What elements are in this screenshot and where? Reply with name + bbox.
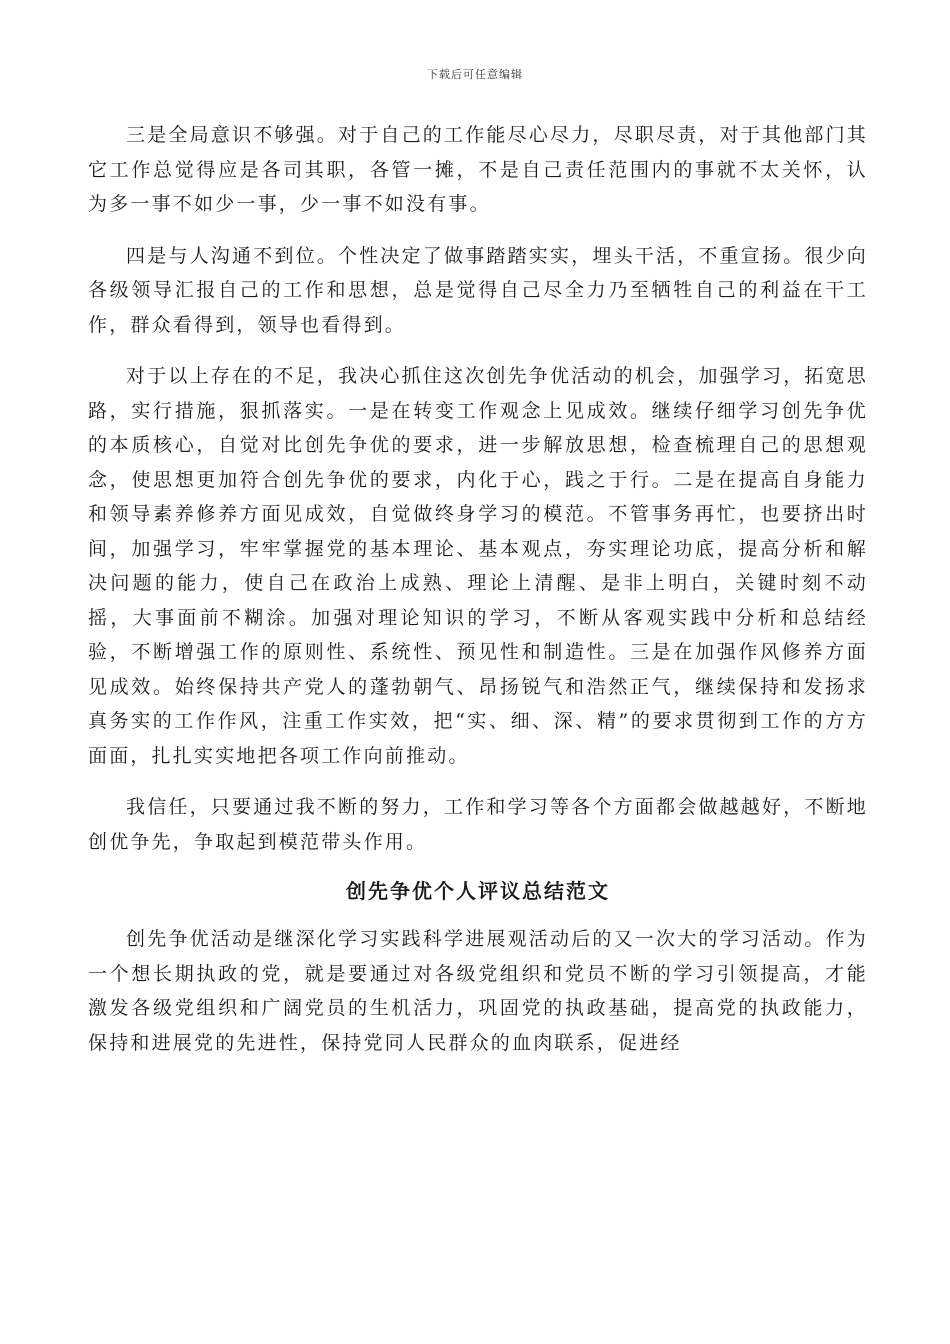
paragraph-confidence: 我信任，只要通过我不断的努力，工作和学习等各个方面都会做越越好，不断地创优争先，争取起到模范带头作用。 (88, 796, 869, 853)
section-heading: 创先争优个人评议总结范文 (346, 879, 610, 903)
paragraph-improvement-measures: 对于以上存在的不足，我决心抓住这次创先争优活动的机会，加强学习，拓宽思路，实行措施，狠抓落实。一是在转变工作观念上见成效。继续仔细学习创先争优的本质核心，自觉对比创先争优的要求，进一步解放思想，检查梳理自己的思想观念，使思想更加符合创先争优的要求，内化于心，践之于行。二是在提高自身能力和领导素养修养方面见成效，自觉做终身学习的模范。不管事务再忙，也要挤出时间，加强学习，牢牢掌握党的基本理论、基本观点，夯实理论功底，提高分析和解决问题的能力，使自己在政治上成熟、理论上清醒、是非上明白，关键时刻不动摇，大事面前不糊涂。加强对理论知识的学习，不断从客观实践中分析和总结经验，不断增强工作的原则性、系统性、预见性和制造性。三是在加强作风修养方面见成效。始终保持共产党人的蓬勃朝气、昂扬锐气和浩然正气，继续保持和发扬求真务实的工作作风，注重工作实效，把“实、细、深、精”的要求贯彻到工作的方方面面，扎扎实实地把各项工作向前推动。 (88, 365, 869, 767)
header-note: 下载后可任意编辑 (427, 68, 523, 81)
paragraph-global-awareness: 三是全局意识不够强。对于自己的工作能尽心尽力，尽职尽责，对于其他部门其它工作总觉得应是各司其职，各管一摊，不是自己责任范围内的事就不太关怀，认为多一事不如少一事，少一事不如没有事。 (88, 124, 869, 215)
paragraph-communication: 四是与人沟通不到位。个性决定了做事踏踏实实，埋头干活，不重宣扬。很少向各级领导汇报自己的工作和思想，总是觉得自己尽全力乃至牺牲自己的利益在干工作，群众看得到，领导也看得到。 (88, 244, 869, 336)
paragraph-activity-intro: 创先争优活动是继深化学习实践科学进展观活动后的又一次大的学习活动。作为一个想长期执政的党，就是要通过对各级党组织和党员不断的学习引领提高，才能激发各级党组织和广阔党员的生机活力，巩固党的执政基础，提高党的执政能力，保持和进展党的先进性，保持党同人民群众的血肉联系，促进经 (88, 928, 869, 1054)
document-body (88, 118, 868, 1060)
